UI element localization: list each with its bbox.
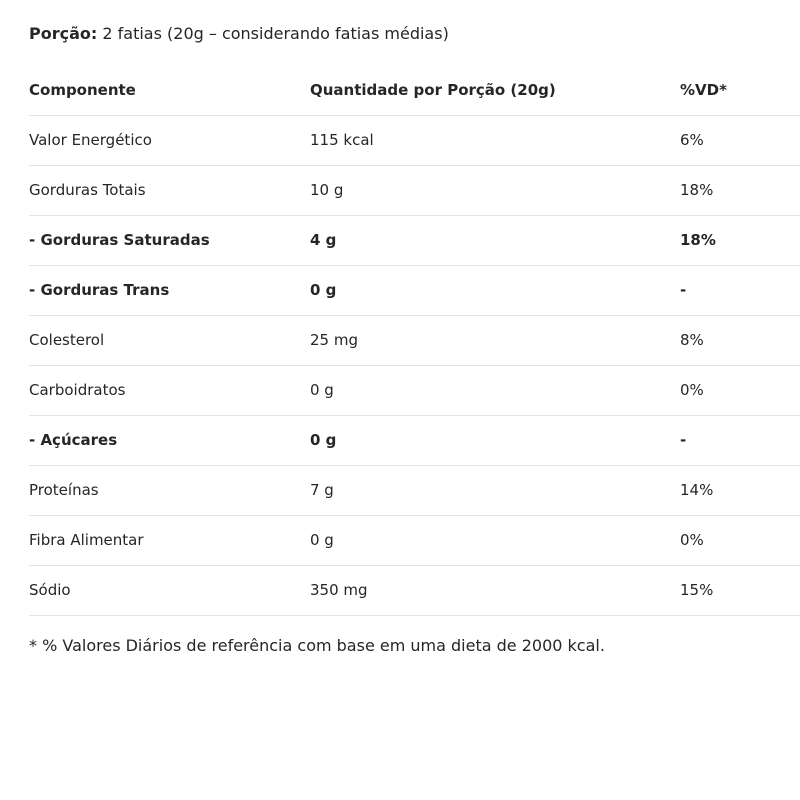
portion-line [29,23,449,45]
table-row [29,215,800,265]
cell-vd: - [680,415,800,465]
cell-vd: 0% [680,515,800,565]
cell-component: - Gorduras Trans [29,265,310,315]
cell-quantity: 350 mg [310,565,680,615]
cell-component: Proteínas [29,465,310,515]
table-row [29,115,800,165]
cell-quantity: 0 g [310,365,680,415]
cell-component: Valor Energético [29,115,310,165]
cell-quantity: 0 g [310,515,680,565]
cell-vd: 6% [680,115,800,165]
cell-vd: - [680,265,800,315]
header-vd: %VD* [680,81,727,100]
cell-component: Colesterol [29,315,310,365]
cell-component: Carboidratos [29,365,310,415]
cell-component: Fibra Alimentar [29,515,310,565]
table-row [29,365,800,415]
table-row [29,565,800,615]
cell-component: Sódio [29,565,310,615]
cell-quantity: 25 mg [310,315,680,365]
header-component: Componente [29,81,136,100]
cell-vd: 8% [680,315,800,365]
table-row [29,165,800,215]
portion-value: 2 fatias (20g – considerando fatias médias) [102,24,449,43]
header-quantity: Quantidade por Porção (20g) [310,81,556,100]
table-row [29,315,800,365]
nutrition-table [29,66,800,616]
portion-label: Porção: [29,24,98,43]
cell-vd: 18% [680,165,800,215]
cell-quantity: 4 g [310,215,680,265]
table-row [29,465,800,515]
cell-vd: 14% [680,465,800,515]
table-row [29,415,800,465]
cell-vd: 15% [680,565,800,615]
cell-component: - Gorduras Saturadas [29,215,310,265]
footnote: * % Valores Diários de referência com base em uma dieta de 2000 kcal. [29,636,605,655]
cell-quantity: 10 g [310,165,680,215]
cell-quantity: 0 g [310,265,680,315]
table-row [29,265,800,315]
cell-component: Gorduras Totais [29,165,310,215]
cell-vd: 18% [680,215,800,265]
cell-quantity: 7 g [310,465,680,515]
cell-quantity: 115 kcal [310,115,680,165]
cell-component: - Açúcares [29,415,310,465]
cell-quantity: 0 g [310,415,680,465]
cell-vd: 0% [680,365,800,415]
table-header-row [29,66,800,115]
table-row [29,515,800,565]
